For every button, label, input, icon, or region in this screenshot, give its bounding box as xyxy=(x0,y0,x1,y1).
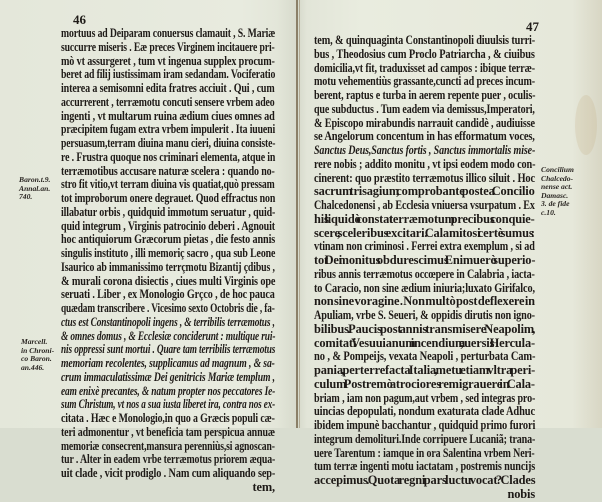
margin-note-line: Baron.t.9. xyxy=(19,175,51,184)
margin-note-baronius xyxy=(19,176,50,202)
text-line: accurrerent , terræmotu concuti sensere vrbem adeo xyxy=(61,94,275,109)
margin-note-line: an.446. xyxy=(21,362,45,372)
catchword: nobis xyxy=(507,486,535,501)
text-line: sum Christum, vt nos a sua iusta liberet ira, contra nos ex- xyxy=(61,397,276,412)
margin-note-line: c.10. xyxy=(541,207,556,217)
text-line: nis oppressi sunt mortui . Quare tam terribilis terræmotus xyxy=(61,342,276,357)
margin-note-line: co Baron. xyxy=(21,354,52,364)
text-line: sacrum trisagium , comprobante postea Concilio xyxy=(314,184,535,199)
text-line: Apuliam, vrbe S. Seueri, & oppidis dirutis non igno- xyxy=(314,308,535,322)
text-line: persuasum,terram diuina manu cieri, diuina consiste- xyxy=(61,136,276,150)
page-number: 46 xyxy=(73,12,86,27)
text-line: se Angelorum concentum in has efformatum voces, xyxy=(314,129,535,144)
text-line: illabatur orbis , quidquid immotum seruatur , quid- xyxy=(61,204,276,219)
text-line: his liquidò constat terræmotum precibus conquie- xyxy=(314,211,535,226)
text-line: que subductus . Tum eadem via demissus,Imperatori, xyxy=(314,101,535,116)
left-page xyxy=(0,0,296,494)
page-body-text xyxy=(61,27,275,495)
margin-note-line: Annal.an. xyxy=(19,183,51,193)
text-line: succurre miseris . Eæ preces Virginem incitauere pri- xyxy=(61,39,275,54)
text-line: culum . Postremò atrociores remigrauere in Cala- xyxy=(314,376,535,391)
text-line: domicilia,vt fit, traduxisset ad campos : ibique terræ- xyxy=(314,60,535,75)
text-line: tot improborum onere degrauet. Quod effractus non xyxy=(61,191,276,205)
text-line: uere Tarentum : iamque in ora Salentina vrbem Neri- xyxy=(314,445,535,460)
text-line: tot Dei monitus obdurescimus . Enimuerò superio- xyxy=(314,253,536,267)
margin-note-line: Concilium xyxy=(541,165,574,174)
text-line: & Episcopo mirabundis narrauit candidè , audiuisse xyxy=(314,115,535,130)
margin-note-line: 740. xyxy=(19,192,33,202)
text-line: terræmotibus accusare naturæ scelera : quando no- xyxy=(61,163,275,178)
text-line: cinerent: quo præstito terræmotus illico siluit . Hoc xyxy=(314,170,536,185)
text-line: uincias depopulati, nondum exaturata clade Adhuc xyxy=(314,404,536,419)
text-line: hoc antiquiorum Græcorum pietas , die festo annis xyxy=(61,232,276,247)
text-line: quid integrum , Virginis patrocinio deberi . Agnouit xyxy=(61,218,275,233)
text-line: ingenti , vt multarum ruina ædium ciues omnes ad xyxy=(61,108,275,123)
text-line: no , & Pompeijs, vexata Neapoli , perturbata Cam- xyxy=(314,349,536,364)
text-line: seruati . Liber , ex Monologio Grçco , de hoc pauca xyxy=(61,287,275,302)
text-line: accepimus . Quota regni pars luctu vocat ? Clades xyxy=(314,473,536,487)
text-line: mortuus ad Deiparam conuersus clamauit , S. Mariæ xyxy=(61,26,276,40)
text-line: Chalcedonensi , ab Ecclesia vniuersa vsurpatum . Ex xyxy=(314,198,535,212)
catchword: tem, xyxy=(252,479,275,494)
text-line: tum terræ ingenti motu iactatam , postremis nuncijs xyxy=(314,459,536,474)
right-page xyxy=(300,0,602,501)
text-line: memoriam recolentes, supplicamus ad magnum , & sa- xyxy=(61,356,275,370)
book-gutter xyxy=(296,0,298,428)
text-line: quædam transcribere . Vicesimo sexto Octobris die , fa- xyxy=(61,301,275,315)
text-line: eam enixè precantes, & natum propter nos peccatores Ie- xyxy=(61,383,276,398)
text-line: scere , sceleribus excitari. Calamitosi certè sumus : xyxy=(314,225,535,240)
text-line: & murali corona disiectis , ciues multi Virginis ope xyxy=(61,273,276,288)
margin-note-line: Chalcedo- xyxy=(541,173,574,183)
text-line: uit clade , vicit prodiglo . Nam cum aliquando sep- xyxy=(61,466,276,480)
text-line: to Caracio, non sine ædium iniuria;luxato Girifalco, xyxy=(314,280,535,295)
text-line: singulis instituto , illi memoriç sacro , qua sub Leone xyxy=(61,246,276,260)
margin-note-concilium xyxy=(541,166,574,218)
text-line: citata . Hæc e Monologio,in quo a Græcis populi cæ- xyxy=(61,411,275,425)
text-line: memoriæ consecrent,mansura perenniùs,si agnoscan- xyxy=(61,438,275,453)
text-line: bilibus . Paucis post annis transmisere Neapolim , xyxy=(314,321,536,336)
text-line: berent, raptus e turba in aerem repente puer , oculis- xyxy=(314,88,536,102)
text-line: præcipitem fugam extra vrbem impulerit . Ita iuueni xyxy=(61,122,276,137)
text-line: briam , iam non pagum,aut vrbem , sed integras pro- xyxy=(314,390,536,405)
text-line: re . Frustra quoque nos criminari elementa, atque in xyxy=(61,149,276,164)
text-line: Sanctus Deus,Sanctus fortis , Sanctus immortalis mise- xyxy=(314,143,536,157)
text-line: pania , perterrefacta Italia , metu etiam vltra peri- xyxy=(314,363,536,377)
text-line: tem, & quinquaginta Constantinopoli diuulsis turri- xyxy=(314,33,536,47)
text-line: & omnes domus , & Ecclesiæ conciderunt : multique rui- xyxy=(61,328,276,343)
text-line: non sine voragine . Non multò post deflexere in xyxy=(314,294,535,309)
text-line: tur . Alter in eadem vrbe terræmotus priorem æqua- xyxy=(61,452,276,467)
margin-note-line: 3. de fide xyxy=(541,199,570,209)
text-line: bus , Theodosius cum Proclo Patriarcha , & ciuibus xyxy=(314,46,535,61)
margin-note-line: in Chroni- xyxy=(21,345,55,355)
text-line: motu vehementiùs grassante,cuncti ad preces incum- xyxy=(314,74,536,89)
text-line: crum immaculatissimæ Dei genitricis Mariæ templum , xyxy=(61,369,275,384)
text-line: vtinam non criminosi . Ferrei extra exemplum , si ad xyxy=(314,239,535,254)
margin-note-line: Marcell. xyxy=(21,337,48,346)
text-line: interea a semisomni edita fratres acciuit . Qui , cum xyxy=(61,81,275,95)
text-line: rere nobis ; addito monitu , vt ipsi eodem modo con- xyxy=(314,156,536,171)
text-line: ctus est Constantinopoli ingens , & terribilis terræmotus , xyxy=(61,314,275,329)
text-line: beret ad filij iustissimam iram sedandam. Vociferatio xyxy=(61,67,276,82)
margin-note-line: Damasc. xyxy=(541,190,569,200)
page-body-text xyxy=(314,34,535,502)
text-line: mò vt assurgeret , tum vt ingenua supplex procum- xyxy=(61,53,275,68)
text-line: integrum demolituri.Inde corripuere Lucaniã; trana- xyxy=(314,431,536,446)
text-line: ribus annis terræmotus occœpere in Calabria , iacta- xyxy=(314,266,535,281)
text-line: Isaurico ab immanissimo terrçmotu Bizantij çdibus , xyxy=(61,259,275,274)
page-number: 47 xyxy=(526,19,539,34)
text-line: teri admonentur , vt beneficia tam perspicua annuæ xyxy=(61,424,275,439)
text-line: comitati Vesuuianum incendium , euersis Herculа- xyxy=(314,335,535,350)
margin-note-line: nense act. xyxy=(541,182,573,192)
text-line: stro fit vitio,vt terram diuina vis quatiat,quò pressam xyxy=(61,177,275,192)
text-line: ibidem impunè bacchantur , quidquid primo furori xyxy=(314,418,536,432)
margin-note-marcellinus xyxy=(21,338,54,372)
